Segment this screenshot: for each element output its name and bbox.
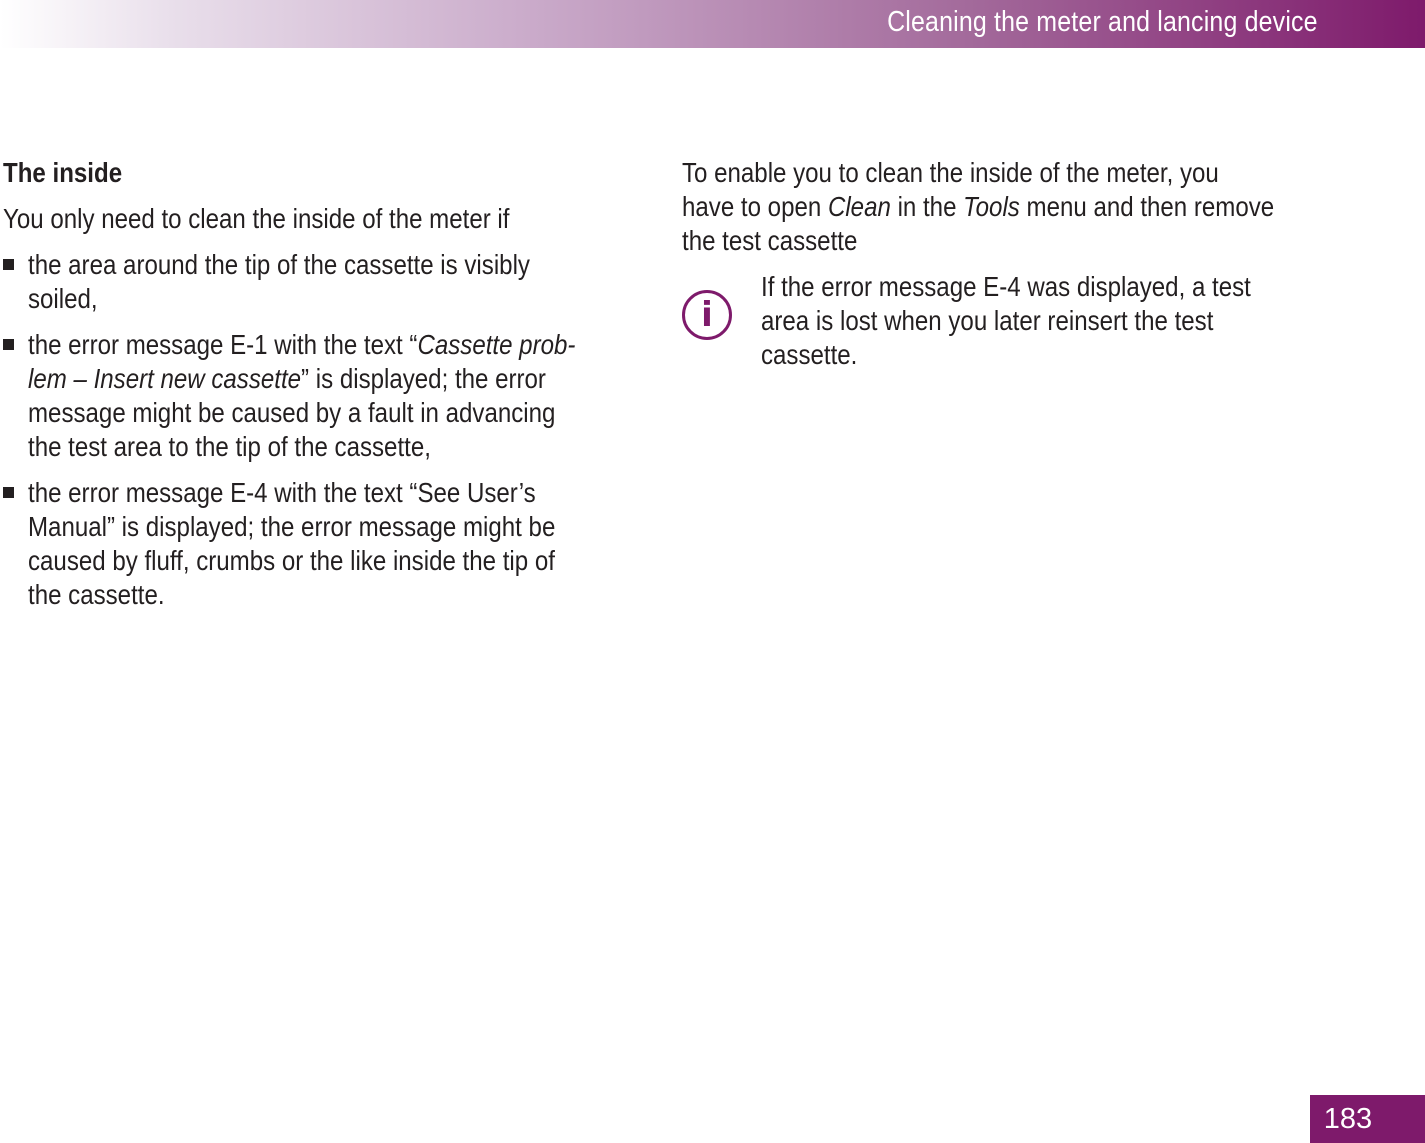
instruction-paragraph: To enable you to clean the inside of the meter, you have to open Clean in the Tools menu and then remove the test cassette — [682, 157, 1275, 256]
info-icon: i — [682, 290, 732, 340]
tools-menu-name: Tools — [963, 191, 1020, 222]
page-number-box — [1310, 1095, 1425, 1143]
page-number: 183 — [1323, 1103, 1373, 1135]
square-bullet-icon — [3, 259, 14, 270]
clean-menu-item: Clean — [827, 191, 891, 222]
info-note — [682, 270, 1402, 410]
header-bar — [0, 0, 1425, 48]
chapter-title: Cleaning the meter and lancing device — [887, 6, 1318, 38]
condition-list — [3, 248, 683, 612]
info-text: If the error message E-4 was displayed, a test area is lost when you later reinsert the test cassette. — [761, 271, 1251, 370]
list-item: the error message E-4 with the text “See User’s Manual” is displayed; the error message might be caused by fluff, crumbs or the like inside the tip of the cassette. — [3, 476, 683, 612]
intro-paragraph: You only need to clean the inside of the meter if — [3, 203, 510, 234]
section-heading: The inside — [3, 157, 123, 188]
square-bullet-icon — [3, 487, 14, 498]
list-item: the error message E-1 with the text “Cassette prob- lem – Insert new cassette” is displayed; the error message might be caused by a fault in advancing the test area to the tip of the cassette, — [3, 328, 683, 464]
list-item: the area around the tip of the cassette is visibly soiled, — [3, 248, 683, 316]
right-column — [682, 156, 1402, 410]
left-column — [3, 156, 683, 624]
square-bullet-icon — [3, 339, 14, 350]
